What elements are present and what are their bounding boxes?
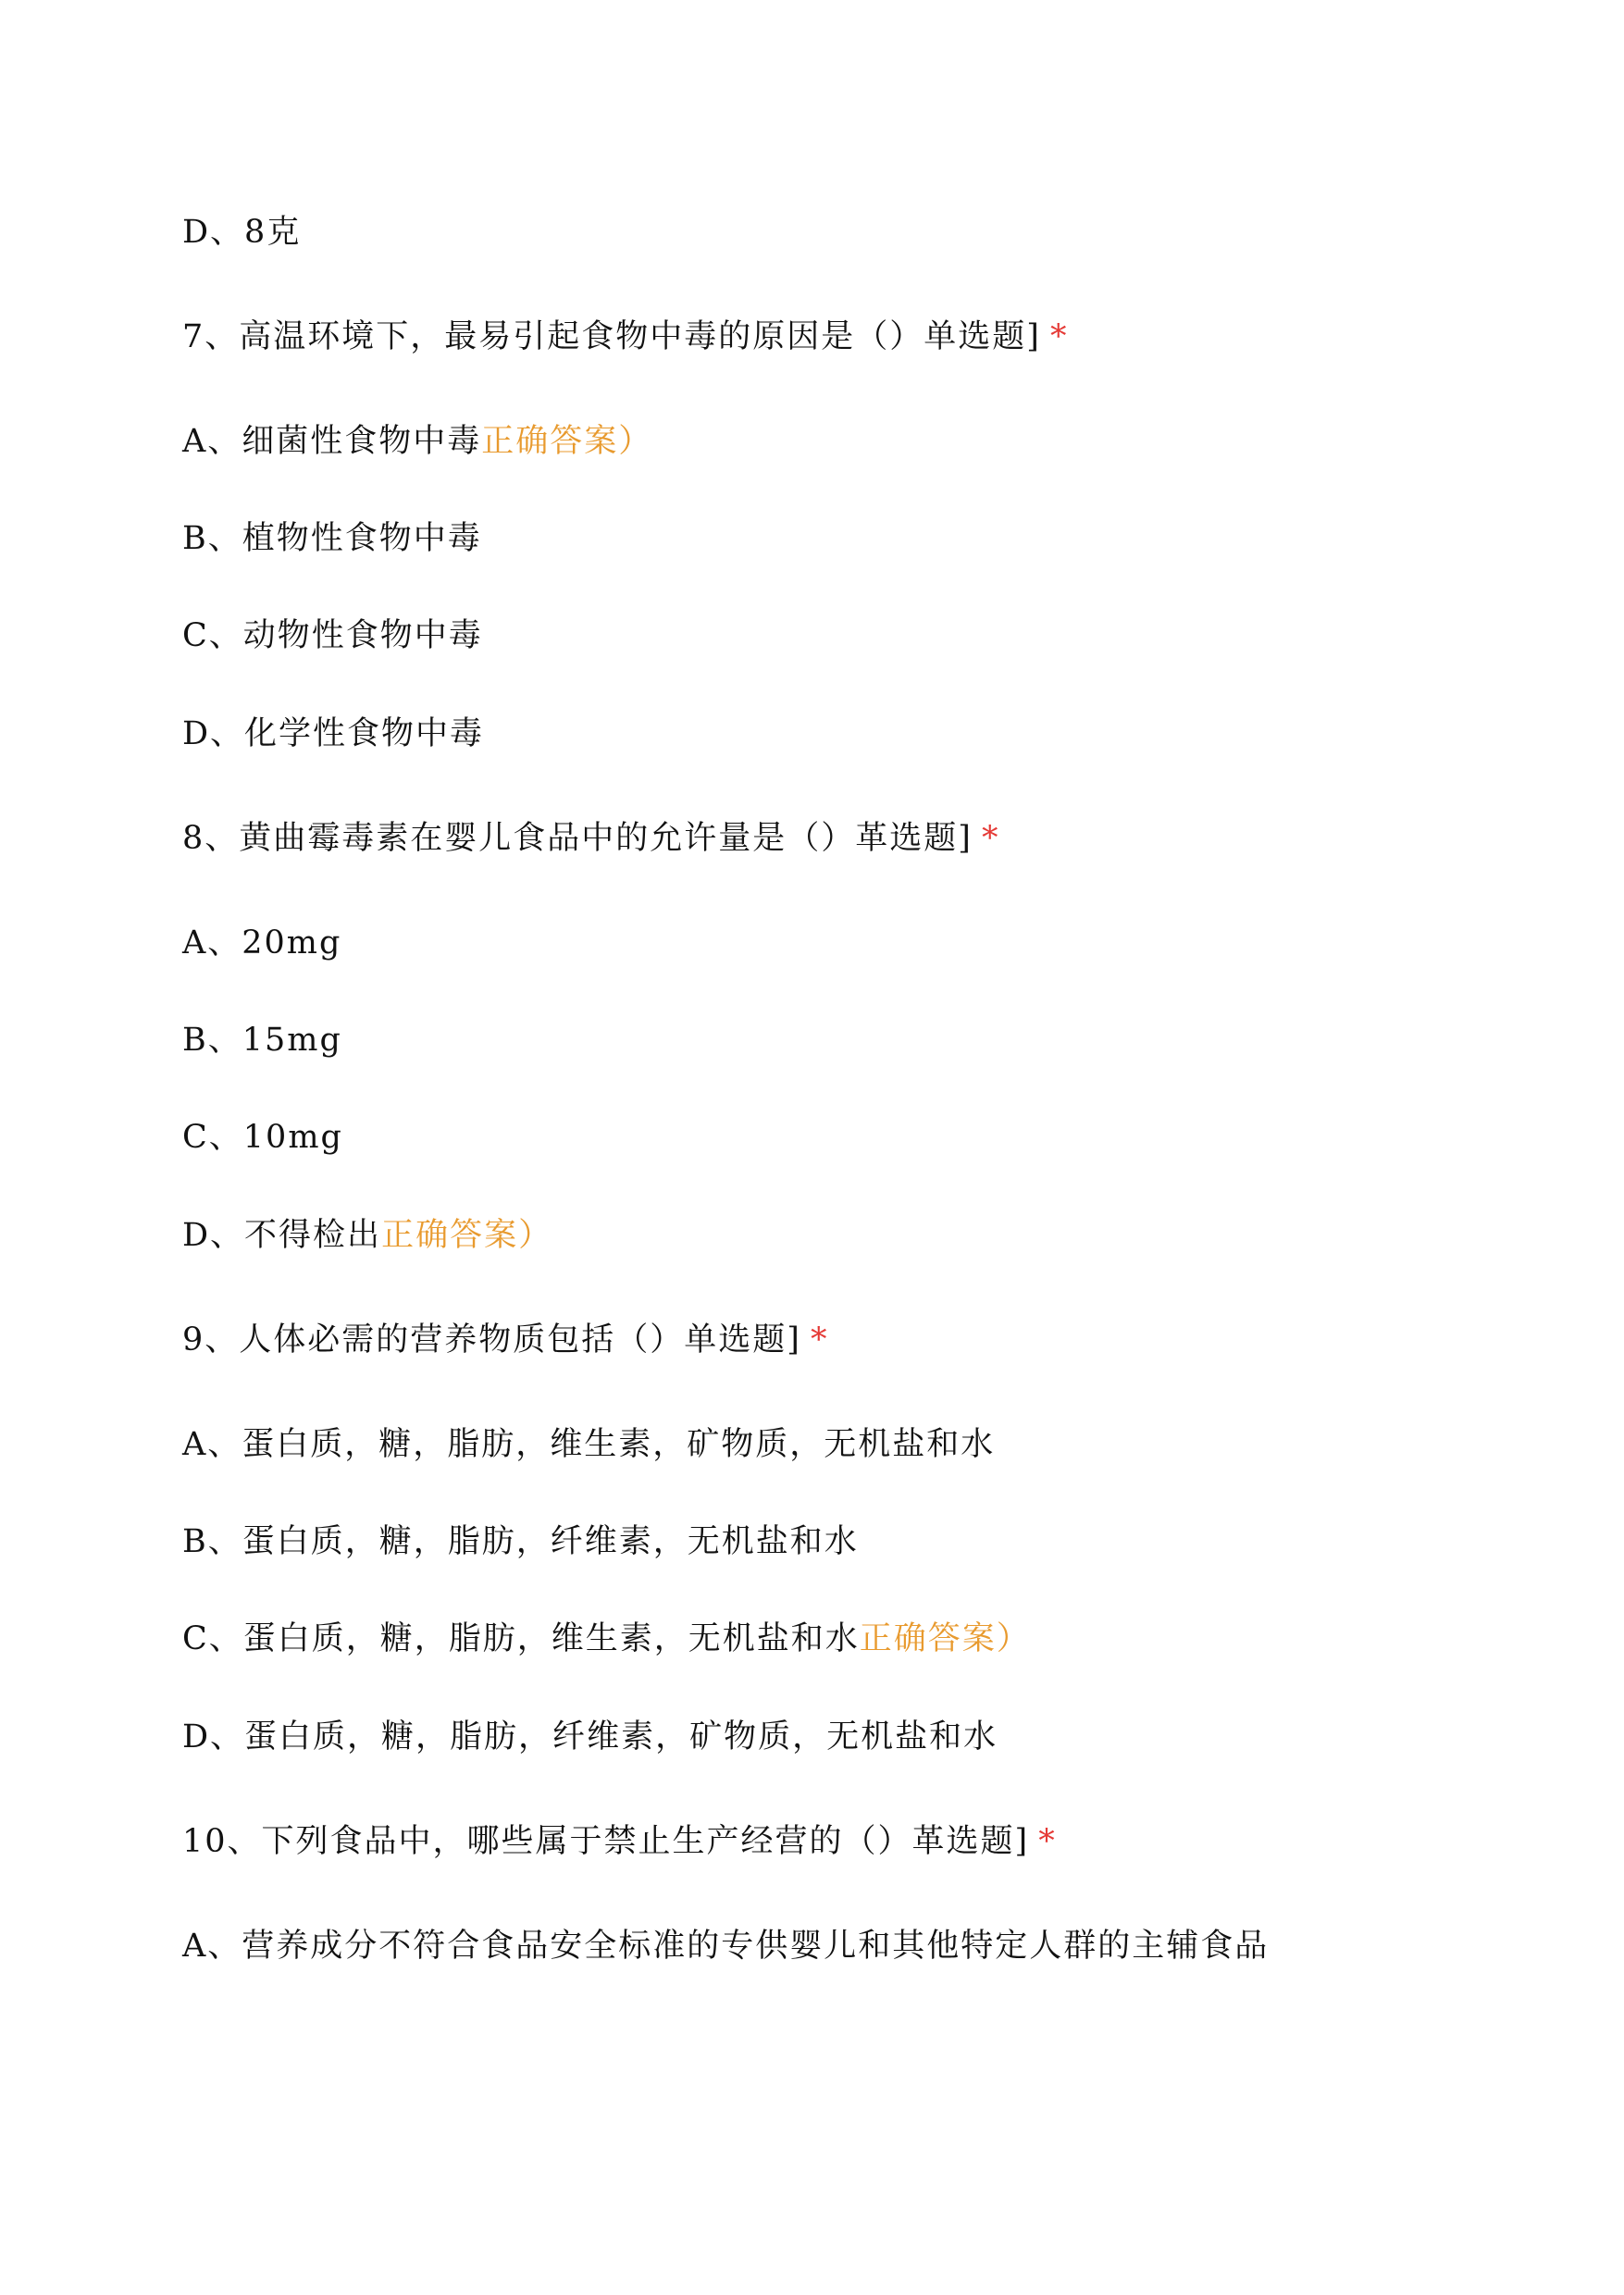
option-q8-d xyxy=(182,1215,552,1256)
option-q10-a xyxy=(182,1926,1269,1966)
option-q9-b xyxy=(182,1521,859,1562)
option-text: D、不得检出 xyxy=(182,1217,382,1254)
required-marker: * xyxy=(1038,1823,1057,1860)
correct-answer-label: 正确答案） xyxy=(481,423,653,460)
correct-answer-label: 正确答案） xyxy=(859,1620,1031,1657)
option-text: C、蛋白质，糖，脂肪，维生素，无机盐和水 xyxy=(182,1620,860,1657)
question-9 xyxy=(182,1320,828,1360)
question-text: 9、人体必需的营养物质包括（）单选题] xyxy=(182,1321,801,1358)
option-text: B、15mg xyxy=(182,1022,342,1059)
required-marker: * xyxy=(810,1321,829,1358)
option-text: B、蛋白质，糖，脂肪，纤维素，无机盐和水 xyxy=(182,1523,859,1560)
option-q9-a xyxy=(182,1424,995,1465)
option-text: B、植物性食物中毒 xyxy=(182,520,482,557)
correct-answer-label: 正确答案） xyxy=(381,1217,553,1254)
question-text: 7、高温环境下，最易引起食物中毒的原因是（）单选题] xyxy=(182,318,1041,355)
option-q6-d xyxy=(182,212,301,253)
option-q8-a xyxy=(182,923,341,963)
question-8 xyxy=(182,818,999,859)
option-text: A、20mg xyxy=(182,924,342,961)
option-text: D、化学性食物中毒 xyxy=(182,715,485,752)
option-q8-b xyxy=(182,1020,342,1061)
option-q7-c xyxy=(182,615,483,656)
option-text: A、营养成分不符合食品安全标准的专供婴儿和其他特定人群的主辅食品 xyxy=(182,1928,1270,1965)
question-7 xyxy=(182,316,1068,357)
option-text: D、8克 xyxy=(182,214,302,251)
option-text: D、蛋白质，糖，脂肪，纤维素，矿物质，无机盐和水 xyxy=(182,1718,998,1755)
option-q7-d xyxy=(182,713,484,754)
option-text: C、10mg xyxy=(182,1119,343,1156)
option-q8-c xyxy=(182,1117,343,1158)
option-q7-a xyxy=(182,421,652,462)
option-q9-c xyxy=(182,1619,1031,1659)
question-text: 8、黄曲霉毒素在婴儿食品中的允许量是（）革选题] xyxy=(182,820,973,857)
option-q9-d xyxy=(182,1717,998,1757)
option-text: C、动物性食物中毒 xyxy=(182,617,483,654)
question-text: 10、下列食品中，哪些属于禁止生产经营的（）革选题] xyxy=(182,1823,1030,1860)
option-text: A、细菌性食物中毒 xyxy=(182,423,482,460)
option-text: A、蛋白质，糖，脂肪，维生素，矿物质，无机盐和水 xyxy=(182,1426,996,1463)
question-10 xyxy=(182,1821,1057,1862)
required-marker: * xyxy=(981,820,1000,857)
option-q7-b xyxy=(182,518,482,559)
required-marker: * xyxy=(1049,318,1069,355)
